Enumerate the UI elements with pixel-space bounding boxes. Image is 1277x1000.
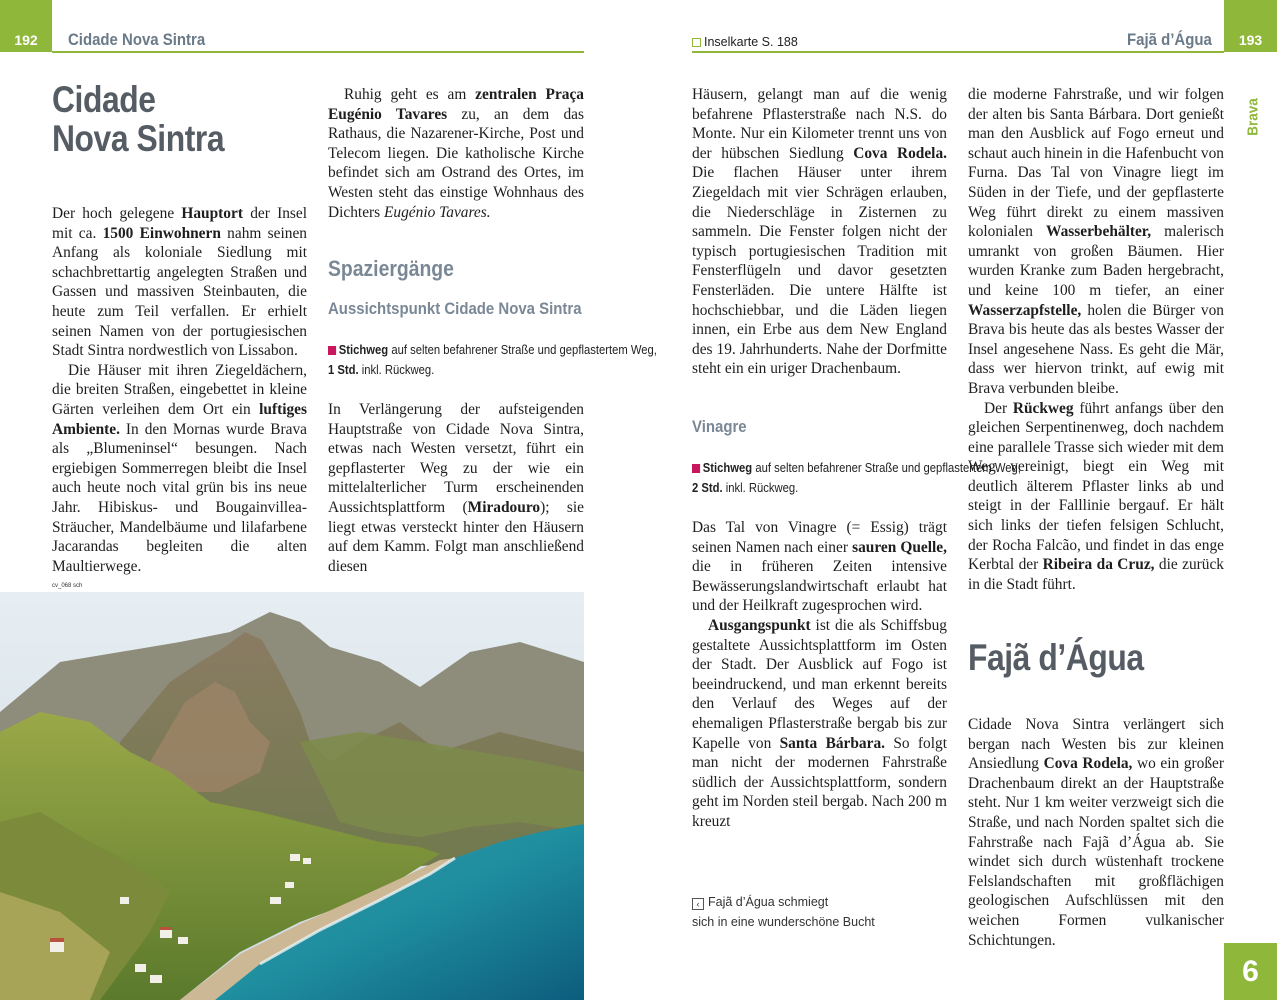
caption-arrow-icon: ‹ (692, 898, 704, 910)
right-column-1-body (692, 518, 947, 832)
paragraph: Cidade Nova Sintra verlängert sich bergan nach Westen bis zur kleinen Ansiedlung Cova Rodela, wo ein großer Drachenbaum direkt an der Hauptstraße steht. Nur 1 km weiter verzweigt sich die Straße, und nach Norden spaltet sich die Fahrstraße nach Fajã d’Água ab. Sie windet sich durch wüstenhaft trockene Felslandschaften mit großflächigen geologischen Aufschlüssen mit den weichen Formen vulkanischer Schichtungen. (968, 716, 1224, 949)
page-title-line1: Cidade (52, 79, 156, 120)
left-column-1 (52, 204, 307, 576)
route-info-aussichtspunkt: Stichweg auf selten befahrener Straße und gepflastertem Weg, 1 Std. inkl. Rückweg. (328, 343, 657, 377)
route-info-vinagre: Stichweg auf selten befahrener Straße und gepflastertem Weg, 2 Std. inkl. Rückweg. (692, 461, 1021, 495)
landscape-photo (0, 592, 584, 1000)
map-reference[interactable] (692, 35, 798, 49)
paragraph: Ruhig geht es am zentralen Praça Eugénio Tavares zu, an dem das Rathaus, die Nazarener-Kirche, Post und Telecom liegen. Die katholische Kirche befindet sich am Ostrand des Ortes, im Westen steht das einstige Wohnhaus des Dichters Eugénio Tavares. (328, 86, 585, 221)
route-marker-icon (328, 346, 336, 355)
section-heading-spaziergaenge: Spaziergänge (328, 256, 454, 281)
paragraph: In Verlängerung der aufsteigenden Hauptstraße von Cidade Nova Sintra, etwas nach Westen versetzt, führt ein gepflasterter Weg zu der wie ein mittelalterlicher Turm erscheinenden Aussichtsplattform (Miradouro); sie liegt etwas versteckt hinter den Häusern auf dem Kamm. Folgt man anschließend diesen (328, 401, 584, 575)
subheading-aussichtspunkt: Aussichtspunkt Cidade Nova Sintra (328, 299, 582, 318)
paragraph: Die Häuser mit ihren Ziegeldächern, die breiten Straßen, eingebettet in kleine Gärten verleihen dem Ort ein luftiges Ambiente. In den Mornas wurde Brava als „Blumeninsel“ besungen. Nach ergiebigen Sommerregen bleibt die Insel auch heute noch vital grün bis ins neue Jahr. Hibiskus- und Bougainvillea-Sträucher, Mandelbäume und lilafarbene Jacarandas begleiten die alten Maultierwege. (52, 361, 307, 575)
page-number-right (1224, 0, 1277, 52)
page-number-left (0, 0, 52, 52)
left-column-2 (328, 85, 584, 222)
side-tab-brava (1244, 92, 1262, 142)
right-column-2-body (968, 715, 1224, 950)
running-head-right: Fajã d’Água (1127, 30, 1212, 49)
chapter-number: 6 (1242, 954, 1259, 988)
page-number-right-text: 193 (1238, 32, 1263, 48)
section-title-faja-dagua: Fajã d’Água (968, 637, 1144, 678)
photo-code: cv_068 sch (52, 583, 83, 589)
paragraph: Häusern, gelangt man auf die wenig befahrene Pflasterstraße nach N.S. do Monte. Nur ein Kilometer trennt uns von der hübschen Siedlung Cova Rodela. Die flachen Häuser unter ihrem Ziegeldach mit vier Schrägen erlauben, die Niederschläge in Zisternen zu sammeln. Die Fenster folgen nicht der typisch portugiesischen Tradition mit Fensterflügeln und davor gesetzten Fensterläden. Die untere Hälfte ist hochschiebbar, und die Läden liegen innen, ein Erbe aus dem New England des 19. Jahrhunderts. Nahe der Dorfmitte steht ein ein uriger Drachenbaum. (692, 86, 947, 378)
subheading-vinagre: Vinagre (692, 417, 747, 436)
caption-line1: Fajã d’Água schmiegt (708, 895, 829, 909)
map-reference-text: Inselkarte S. 188 (704, 35, 798, 49)
paragraph: die moderne Fahrstraße, und wir folgen der alten bis Santa Bárbara. Dort genießt man den Ausblick auf Fogo erneut und schaut auch hinein in die Hafenbucht von Furna. Das Tal von Vinagre liegt im Süden in der Tiefe, und der gepflasterte Weg führt direkt zu einem massiven kolonialen Wasserbehälter, malerisch umrankt von großen Bäumen. Hier wurden Kranke zum Baden hergebracht, und keine 100 m tiefer, an einer Wasserzapfstelle, holen die Bürger von Brava bis heute das als bestes Wasser der Insel angesehene Nass. Es geht die Mär, dass wer hiervon trinkt, auf ewig mit Brava verbunden bleibe. (968, 86, 1224, 397)
header-rule-left (52, 51, 584, 53)
paragraph: Ausgangspunkt ist die als Schiffsbug gestaltete Aussichtsplattform im Osten der Stadt. Der Ausblick auf Fogo ist beeindruckend, und man erkennt bereits den Verlauf des Weges auf der ehemaligen Pflasterstraße bergab bis zur Kapelle von Santa Bárbara. So folgt man nicht der modernen Fahrstraße südlich der Aussichtsplattform, sondern geht im Norden steil bergab. Nach 200 m kreuzt (692, 616, 947, 830)
page-title-line2: Nova Sintra (52, 118, 225, 159)
paragraph: Der hoch gelegene Hauptort der Insel mit ca. 1500 Einwohnern nahm seinen Anfang als koloniale Siedlung mit schachbrettartig angelegten Straßen und Gassen und massiven Steinbauten, die heute zum Teil verfallen. Er erhielt seinen Namen von der portugiesischen Stadt Sintra nordwestlich von Lissabon. (52, 205, 308, 360)
side-tab-label: Brava (1244, 98, 1262, 136)
header-rule-right (692, 51, 1224, 53)
right-column-2 (968, 85, 1224, 594)
route-marker-icon (692, 464, 700, 473)
paragraph: Das Tal von Vinagre (= Essig) trägt seinen Namen nach einer sauren Quelle, die in früheren Zeiten intensive Bewässerungslandwirtschaft erlaubt hat und der Heilkraft zugesprochen wird. (692, 519, 947, 615)
right-column-1 (692, 85, 947, 379)
photo-caption (692, 892, 875, 932)
caption-line2: sich in eine wunderschöne Bucht (692, 915, 875, 929)
map-square-icon (692, 38, 701, 47)
running-head-left: Cidade Nova Sintra (68, 30, 206, 49)
left-column-2-body (328, 400, 584, 576)
chapter-tab (1224, 943, 1277, 1000)
page-number-left-text: 192 (14, 32, 38, 48)
paragraph: Der Rückweg führt anfangs über den gleichen Serpentinenweg, doch nachdem eine parallele Trasse sich wieder mit dem Weg vereinigt, biegt ein Weg mit deutlich älterem Pflaster links ab und steigt in der Falllinie bergauf. Er hält sich links der tiefen felsigen Schlucht, der Rocha Falcão, und findet in das enge Kerbtal der Ribeira da Cruz, die zurück in die Stadt führt. (968, 399, 1225, 593)
